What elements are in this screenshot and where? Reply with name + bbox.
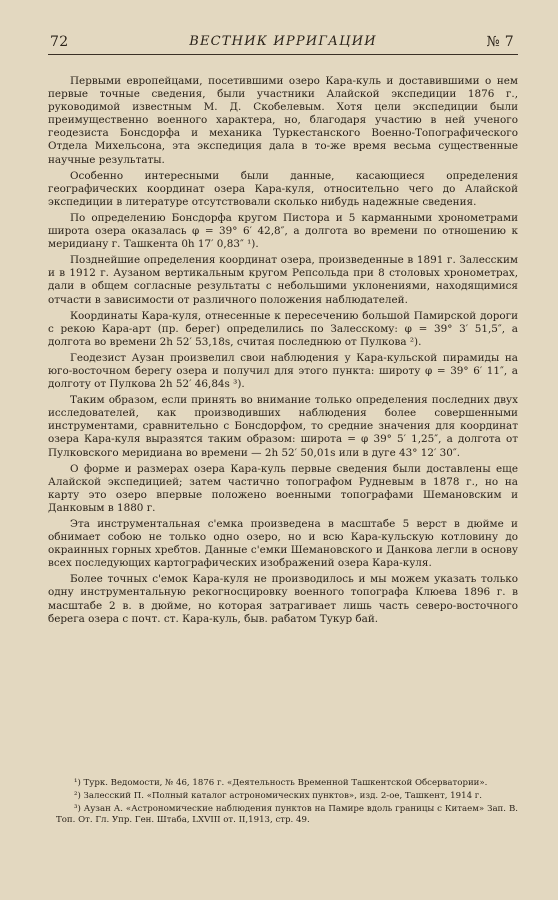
paragraph: О форме и размерах озера Кара-куль первые сведения были доставлены еще Алайской экспедицией; затем частично топографом Рудневым в 1878 г., но на карту это озеро впервые положено военными топографами Шемановским и Данковым в 1880 г.: [48, 462, 518, 514]
footnotes: [56, 778, 518, 828]
paragraph: Координаты Кара-куля, отнесенные к пересечению большой Памирской дороги с рекою Кара-арт (пр. берег) определились по Залесскому: φ = 39° 3′ 51,5″, а долгота во времени 2h 52′ 53,18s, считая последнюю от Пулкова ²).: [48, 309, 518, 348]
paragraph: По определению Бонсдорфа кругом Пистора и 5 карманными хронометрами широта озера оказалась φ = 39° 6′ 42,8″, а долгота во времени по отношению к меридиану г. Ташкента 0h 17′ 0,83″ ¹).: [48, 211, 518, 251]
footnote: ¹) Турк. Ведомости, № 46, 1876 г. «Деятельность Временной Ташкентской Обсерватории».: [74, 778, 488, 788]
paragraph: Позднейшие определения координат озера, произведенные в 1891 г. Залесским и в 1912 г. Аузаном вертикальным кругом Репсольда при 8 столовых хронометрах, дали в общем согласные результаты с небольшими уклонениями, находящимися отчасти в зависимости от различного положения наблюдателей.: [48, 254, 518, 306]
footnote: ³) Аузан А. «Астрономические наблюдения пунктов на Памире вдоль границы с Китаем» Зап. В. Топ. От. Гл. Упр. Ген. Штаба, LXVIII от. II,1913, стр. 49.: [56, 804, 518, 825]
header-rule: [48, 54, 518, 55]
paragraph: Таким образом, если принять во внимание только определения последних двух исследователей, как производивших наблюдения более совершенными инструментами, сравнительно с Бонсдорфом, то средние значения для координат озера Кара-куля выразятся таким образом: широта = φ 39° 5′ 1,25″, а долгота от Пулковского меридиана во времени — 2h 52′ 50,01s или в дуге 43° 12′ 30″.: [48, 394, 518, 459]
paragraph: Первыми европейцами, посетившими озеро Кара-куль и доставившими о нем первые точные сведения, были участники Алайской экспедиции 1876 г., руководимой известным М. Д. Скобелевым. Хотя цели экспедиции были преимущественно военного характера, но, благодаря участию в ней ученого геодезиста Бонсдорфа и механика Туркестанского Военно-Топографического Отдела Михельсона, эта экспедиция дала в то-же время весьма существенные научные результаты.: [48, 75, 518, 166]
journal-title: ВЕСТНИК ИРРИГАЦИИ: [189, 34, 377, 49]
footnote: ²) Залесский П. «Полный каталог астрономических пунктов», изд. 2-ое, Ташкент, 1914 г.: [74, 791, 483, 801]
paragraph: Геодезист Аузан произвелил свои наблюдения у Кара-кульской пирамиды на юго-восточном берегу озера и получил для этого пункта: широту φ = 39° 6′ 11″, а долготу от Пулкова 2h 52′ 46,84s ³).: [48, 351, 518, 391]
paragraph: Особенно интересными были данные, касающиеся определения географических координат озера Кара-куля, относительно чего до Алайской экспедиции в литературе отсутствовали сколько нибудь надежные сведения.: [48, 169, 518, 208]
body-text: [48, 75, 518, 626]
issue-number: № 7: [486, 34, 514, 50]
paragraph: Более точных с'емок Кара-куля не производилось и мы можем указать только одну инструментальную рекогносцировку военного топографа Клюева 1896 г. в масштабе 2 в. в дюйме, но которая затрагивает лишь часть северо-восточного берега озера с почт. ст. Кара-куль, быв. рабатом Тукур бай.: [48, 573, 518, 625]
page-number: 72: [50, 34, 69, 50]
paragraph: Эта инструментальная с'емка произведена в масштабе 5 верст в дюйме и обнимает собою не только одно озеро, но и всю Кара-кульскую котловину до окраинных горных хребтов. Данные с'емки Шемановского и Данкова легли в основу всех последующих картографических изображений озера Кара-куля.: [48, 518, 518, 570]
running-head: [48, 26, 518, 52]
